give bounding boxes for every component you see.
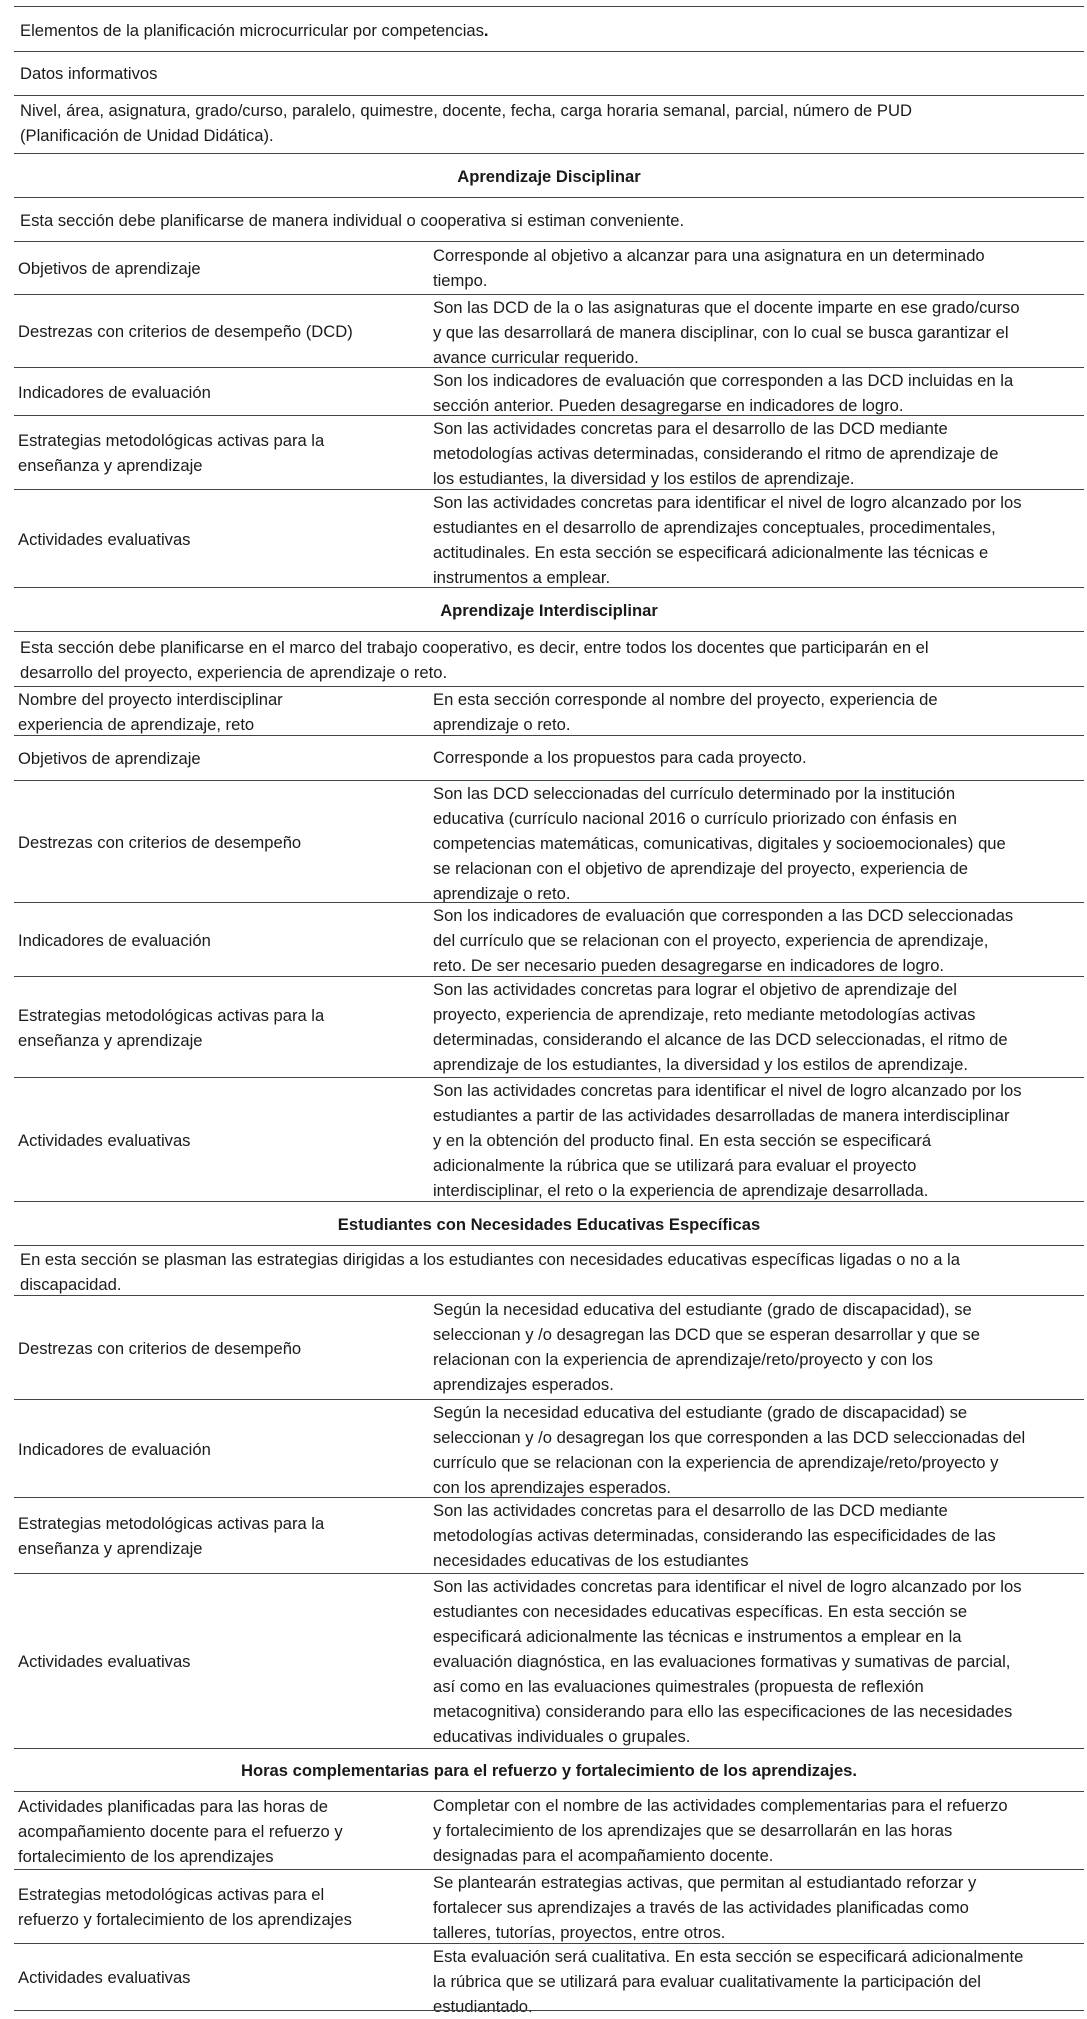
description-line: Son las actividades concretas para identificar el nivel de logro alcanzado por los [433, 1577, 1022, 1596]
description-line: fortalecer sus aprendizajes a través de las actividades planificadas como [433, 1898, 969, 1917]
label-line: Estrategias metodológicas activas para la [18, 431, 325, 450]
label-line: Actividades evaluativas [18, 1652, 191, 1671]
description-line: Son las actividades concretas para lograr el objetivo de aprendizaje del [433, 980, 957, 999]
row-label [18, 242, 413, 295]
row-label-text [18, 1649, 190, 1674]
datos-heading: Datos informativos [20, 64, 158, 83]
description-line: educativa (currículo nacional 2016 o currículo priorizado con énfasis en [433, 809, 957, 828]
description-line: Corresponde a los propuestos para cada proyecto. [433, 748, 807, 767]
row-label-text [18, 687, 283, 737]
table-row [14, 1573, 1084, 1748]
label-line: enseñanza y aprendizaje [18, 1030, 203, 1050]
table-row [14, 1943, 1084, 2016]
section-header-horas-complementarias-para-el-refuerzo-y: Horas complementarias para el refuerzo y fortalecimiento de los aprendizajes. [240, 1761, 858, 1780]
intro-line: Esta sección debe planificarse en el marco del trabajo cooperativo, es decir, entre todos los docentes que participarán en el [20, 638, 929, 657]
row-label-text [18, 319, 353, 344]
description-line: Son las DCD de la o las asignaturas que el docente imparte en ese grado/curso [433, 298, 1020, 317]
table-row [14, 735, 1084, 780]
intro-line: discapacidad. [20, 1275, 122, 1294]
description-line: se relacionan con el objetivo de aprendizaje del proyecto, experiencia de [433, 859, 969, 878]
section-header-aprendizaje-disciplinar: Aprendizaje Disciplinar [457, 167, 641, 186]
description-line: actitudinales. En esta sección se especificará adicionalmente las técnicas e [433, 543, 989, 562]
datos-content-row [14, 95, 1084, 153]
description-line: designadas para el acompañamiento docente. [433, 1846, 774, 1865]
description-line: especificará adicionalmente las técnicas e instrumentos a emplear en la [433, 1627, 962, 1646]
section-header-aprendizaje-interdisciplinar: Aprendizaje Interdisciplinar [440, 601, 658, 620]
row-label [18, 368, 413, 416]
description-line: estudiantes a partir de las actividades desarrolladas de manera interdisciplinar [433, 1106, 1010, 1125]
description-line: seleccionan y /o desagregan los que corresponden a las DCD seleccionadas del [433, 1428, 1026, 1447]
section-intro-row [14, 631, 1084, 686]
row-label-text [18, 746, 201, 771]
table-row [14, 1295, 1084, 1399]
row-label [18, 1296, 413, 1400]
row-description [433, 1870, 1083, 1945]
label-line: Indicadores de evaluación [18, 382, 211, 402]
description-line: del currículo que se relacionan con el proyecto, experiencia de aprendizaje, [433, 931, 989, 950]
label-line: refuerzo y fortalecimiento de los aprendizajes [18, 1910, 352, 1929]
row-label [18, 1574, 413, 1749]
row-label [18, 1078, 413, 1202]
description-line: aprendizaje o reto. [433, 884, 571, 903]
row-label-text [18, 1336, 301, 1361]
description-line: tiempo. [433, 271, 488, 290]
table-row [14, 902, 1084, 976]
document-title: Elementos de la planificación microcurricular por competencias. [20, 21, 489, 40]
label-line: Destrezas con criterios de desempeño (DCD) [18, 322, 353, 341]
row-description [433, 243, 1083, 293]
description-line: y que las desarrollará de manera disciplinar, con lo cual se busca garantizar el [433, 323, 1009, 342]
row-label-text [18, 1128, 190, 1153]
row-description [433, 903, 1083, 978]
description-line: relacionan con la experiencia de aprendizaje/reto/proyecto y con los [433, 1350, 933, 1369]
description-line: metodologías activas determinadas, considerando el ritmo de aprendizaje de [433, 444, 999, 463]
row-description [433, 1297, 1083, 1397]
row-description [433, 490, 1083, 590]
description-line: Esta evaluación será cualitativa. En esta sección se especificará adicionalmente [433, 1947, 1024, 1966]
description-line: currículo que se relacionan con la experiencia de aprendizaje/reto/proyecto y [433, 1453, 999, 1472]
table-row [14, 489, 1084, 587]
datos-line-2: (Planificación de Unidad Didática). [20, 126, 274, 145]
table-row [14, 780, 1084, 902]
description-line: aprendizaje o reto. [433, 715, 571, 734]
description-line: los estudiantes, la diversidad y los estilos de aprendizaje. [433, 469, 855, 488]
description-line: interdisciplinar, el reto o la experiencia de aprendizaje desarrollada. [433, 1181, 929, 1200]
row-label-text [18, 830, 301, 855]
row-description [433, 1574, 1083, 1749]
description-line: Según la necesidad educativa del estudiante (grado de discapacidad), se [433, 1300, 972, 1319]
row-label-text [18, 380, 211, 405]
table-row [14, 1399, 1084, 1497]
section-header-row [14, 153, 1084, 197]
label-line: Objetivos de aprendizaje [18, 749, 201, 768]
table-row [14, 241, 1084, 294]
row-label-text [18, 928, 211, 953]
description-line: Son las actividades concretas para el desarrollo de las DCD mediante [433, 1501, 948, 1520]
label-line: Estrategias metodológicas activas para el [18, 1885, 325, 1904]
row-label-text [18, 1965, 190, 1990]
row-label [18, 977, 413, 1078]
section-header-estudiantes-con-necesidades-educativas-e: Estudiantes con Necesidades Educativas Específicas [337, 1215, 761, 1234]
description-line: así como en las evaluaciones quimestrales (propuesta de reflexión [433, 1677, 924, 1696]
section-intro-row [14, 197, 1084, 241]
label-line: enseñanza y aprendizaje [18, 456, 203, 475]
row-label [18, 781, 413, 903]
description-line: y en la obtención del producto final. En esta sección se especificará [433, 1131, 932, 1150]
description-line: Son los indicadores de evaluación que corresponden a las DCD seleccionadas [433, 906, 1014, 925]
section-header-row [14, 1748, 1084, 1791]
label-line: acompañamiento docente para el refuerzo y [18, 1821, 343, 1841]
row-label [18, 490, 413, 588]
section-intro [20, 635, 1078, 685]
description-line: proyecto, experiencia de aprendizaje, reto mediante metodologías activas [433, 1005, 976, 1024]
description-line: talleres, tutorías, proyectos, entre otros. [433, 1923, 726, 1942]
table-row [14, 686, 1084, 735]
description-line: reto. De ser necesario pueden desagregarse en indicadores de logro. [433, 956, 945, 975]
row-label [18, 1498, 413, 1574]
row-label [18, 687, 413, 736]
table-row [14, 1791, 1084, 1869]
row-label [18, 1870, 413, 1944]
row-label [18, 416, 413, 490]
description-line: Completar con el nombre de las actividades complementarias para el refuerzo [433, 1796, 1008, 1815]
title-row [14, 6, 1084, 51]
description-line: Corresponde al objetivo a alcanzar para una asignatura en un determinado [433, 246, 985, 265]
description-line: metodologías activas determinadas, considerando las especificidades de las [433, 1526, 996, 1545]
description-line: avance curricular requerido. [433, 348, 639, 367]
label-line: Indicadores de evaluación [18, 930, 211, 950]
row-label-text [18, 1003, 324, 1053]
label-line: fortalecimiento de los aprendizajes [18, 1846, 274, 1866]
description-line: Son las actividades concretas para identificar el nivel de logro alcanzado por los [433, 1081, 1022, 1100]
row-description [433, 977, 1083, 1077]
row-label [18, 903, 413, 977]
row-label [18, 736, 413, 781]
description-line: Se plantearán estrategias activas, que permitan al estudiantado reforzar y [433, 1873, 977, 1892]
label-line: experiencia de aprendizaje, reto [18, 714, 255, 734]
intro-line: Esta sección debe planificarse de manera individual o cooperativa si estiman conveniente. [20, 211, 685, 230]
description-line: competencias matemáticas, comunicativas, digitales y socioemocionales) que [433, 834, 1006, 853]
row-description [433, 1498, 1083, 1573]
section-intro [20, 208, 1078, 233]
section-header-row [14, 587, 1084, 631]
row-label-text [18, 1882, 352, 1932]
label-line: Actividades evaluativas [18, 1130, 191, 1150]
description-line: estudiantado. [433, 1997, 533, 2016]
section-header-row [14, 1201, 1084, 1245]
description-line: la rúbrica que se utilizará para evaluar cualitativamente la participación del [433, 1972, 981, 1991]
row-label [18, 1944, 413, 2011]
row-description [433, 745, 1083, 770]
row-description [433, 687, 1083, 737]
table-row [14, 1077, 1084, 1201]
row-description [433, 368, 1083, 418]
datos-line-1: Nivel, área, asignatura, grado/curso, paralelo, quimestre, docente, fecha, carga horaria semanal, parcial, número de PUD [20, 101, 912, 120]
description-line: metacognitiva) considerando para ello las especificaciones de las necesidades [433, 1702, 1013, 1721]
label-line: Estrategias metodológicas activas para la [18, 1005, 325, 1025]
intro-line: En esta sección se plasman las estrategias dirigidas a los estudiantes con necesidades educativas específicas ligadas o no a la [20, 1250, 960, 1269]
description-line: Son las actividades concretas para el desarrollo de las DCD mediante [433, 419, 948, 438]
row-label [18, 1792, 413, 1870]
description-line: aprendizajes esperados. [433, 1375, 614, 1394]
row-description [433, 295, 1083, 370]
row-label-text [18, 256, 201, 281]
row-description [433, 1944, 1083, 2019]
description-line: estudiantes con necesidades educativas específicas. En esta sección se [433, 1602, 968, 1621]
datos-heading-row [14, 51, 1084, 95]
description-line: y fortalecimiento de los aprendizajes que se desarrollarán en las horas [433, 1821, 953, 1840]
row-label [18, 1400, 413, 1498]
row-description [433, 781, 1083, 906]
description-line: Son las actividades concretas para identificar el nivel de logro alcanzado por los [433, 493, 1022, 512]
description-line: seleccionan y /o desagregan las DCD que se esperan desarrollar y que se [433, 1325, 980, 1344]
table-row [14, 976, 1084, 1077]
description-line: educativas individuales o grupales. [433, 1727, 691, 1746]
intro-line: desarrollo del proyecto, experiencia de aprendizaje o reto. [20, 663, 448, 682]
row-label-text [18, 527, 190, 552]
table-row [14, 367, 1084, 415]
row-label [18, 295, 413, 368]
table-row [14, 294, 1084, 367]
label-line: Actividades evaluativas [18, 1968, 191, 1987]
description-line: Son los indicadores de evaluación que corresponden a las DCD incluidas en la [433, 371, 1014, 390]
table-row [14, 1869, 1084, 1943]
row-label-text [18, 1437, 211, 1462]
label-line: Nombre del proyecto interdisciplinar [18, 689, 283, 709]
row-description [433, 1400, 1083, 1500]
row-description [433, 1078, 1083, 1203]
description-line: En esta sección corresponde al nombre del proyecto, experiencia de [433, 690, 938, 709]
row-label-text [18, 1511, 324, 1561]
datos-content [20, 98, 1078, 148]
row-description [433, 416, 1083, 491]
description-line: instrumentos a emplear. [433, 568, 611, 587]
description-line: sección anterior. Pueden desagregarse en indicadores de logro. [433, 396, 904, 415]
label-line: Estrategias metodológicas activas para la [18, 1514, 325, 1533]
description-line: adicionalmente la rúbrica que se utilizará para evaluar el proyecto [433, 1156, 917, 1175]
row-label-text [18, 428, 324, 478]
label-line: Indicadores de evaluación [18, 1439, 211, 1459]
label-line: Destrezas con criterios de desempeño [18, 832, 302, 852]
row-label-text [18, 1794, 343, 1869]
description-line: evaluación diagnóstica, en las evaluaciones formativas y sumativas de parcial, [433, 1652, 1011, 1671]
description-line: estudiantes en el desarrollo de aprendizajes conceptuales, procedimentales, [433, 518, 996, 537]
description-line: Según la necesidad educativa del estudiante (grado de discapacidad) se [433, 1403, 968, 1422]
description-line: necesidades educativas de los estudiantes [433, 1551, 749, 1570]
label-line: Actividades planificadas para las horas de [18, 1796, 328, 1816]
description-line: con los aprendizajes esperados. [433, 1478, 671, 1497]
description-line: determinadas, considerando el alcance de las DCD seleccionadas, el ritmo de [433, 1030, 1008, 1049]
section-intro [20, 1247, 1078, 1297]
row-description [433, 1793, 1083, 1868]
table-row [14, 415, 1084, 489]
description-line: Son las DCD seleccionadas del currículo determinado por la institución [433, 784, 956, 803]
label-line: Destrezas con criterios de desempeño [18, 1338, 302, 1358]
description-line: aprendizaje de los estudiantes, la diversidad y los estilos de aprendizaje. [433, 1055, 969, 1074]
bottom-rule [14, 2010, 1084, 2011]
table-row [14, 1497, 1084, 1573]
label-line: enseñanza y aprendizaje [18, 1539, 203, 1558]
label-line: Objetivos de aprendizaje [18, 259, 201, 278]
label-line: Actividades evaluativas [18, 529, 191, 549]
section-intro-row [14, 1245, 1084, 1295]
